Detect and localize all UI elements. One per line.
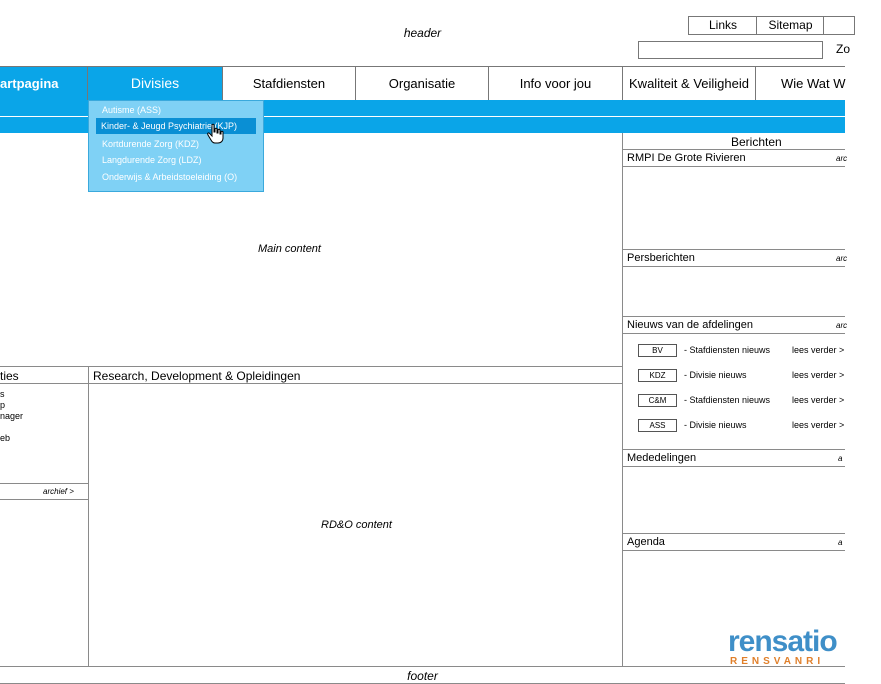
section-title: Mededelingen [627, 452, 697, 464]
list-item[interactable]: s [0, 389, 5, 399]
main-nav [0, 66, 845, 101]
divider [622, 166, 845, 167]
archief-link[interactable]: arc [836, 321, 848, 330]
left-panel-title: ties [0, 369, 19, 383]
read-more-link[interactable]: lees verder > [792, 345, 845, 355]
hand-cursor-icon [207, 124, 223, 144]
divider [0, 483, 88, 484]
section-title: RMPI De Grote Rivieren [627, 152, 746, 164]
nav-organisatie[interactable] [356, 67, 489, 100]
nav-label: Organisatie [388, 76, 456, 91]
divider [622, 466, 845, 467]
dropdown-item-kortdurende-zorg[interactable]: Kortdurende Zorg (KDZ) [102, 139, 200, 149]
nav-label: Wie Wat W [781, 76, 846, 91]
news-text: - Divisie nieuws [684, 420, 747, 430]
divider [622, 533, 845, 534]
nav-label: artpagina [0, 76, 59, 91]
nav-label: Divisies [130, 75, 180, 91]
read-more-link[interactable]: lees verder > [792, 370, 845, 380]
left-panel-list [0, 389, 23, 444]
dropdown-item-onderwijs[interactable]: Onderwijs & Arbeidstoeleiding (O) [102, 172, 238, 182]
nav-label: Info voor jou [519, 76, 592, 91]
rdo-content-placeholder: RD&O content [321, 519, 392, 531]
sitemap-button[interactable]: Sitemap [756, 16, 825, 35]
search-label: Zo [836, 42, 851, 56]
divider [0, 366, 622, 367]
dropdown-item-label: Kinder- & Jeugd Psychiatrie (KJP) [101, 121, 238, 131]
berichten-title: Berichten [731, 135, 782, 149]
read-more-link[interactable]: lees verder > [792, 395, 845, 405]
archief-link[interactable]: arc [836, 154, 848, 163]
news-badge: ASS [638, 419, 677, 432]
divider [622, 333, 845, 334]
divider [622, 449, 845, 450]
search-input[interactable] [638, 41, 823, 59]
nav-info-voor-jou[interactable] [489, 67, 623, 100]
archief-link[interactable]: a [838, 538, 843, 547]
column-divider [622, 133, 623, 666]
main-content-placeholder: Main content [258, 243, 321, 255]
divider [0, 383, 622, 384]
archief-link[interactable]: archief > [43, 487, 74, 496]
nav-label: Kwaliteit & Veiligheid [629, 76, 749, 91]
rdo-title: Research, Development & Opleidingen [93, 369, 301, 383]
column-divider [88, 366, 89, 666]
archief-link[interactable]: arc [836, 254, 848, 263]
brand-logo-subtitle: RENSVANRI [730, 656, 825, 667]
divider [622, 249, 845, 250]
divider [622, 316, 845, 317]
nav-kwaliteit-veiligheid[interactable] [623, 67, 756, 100]
nav-wie-wat-waar[interactable] [756, 67, 881, 100]
news-badge: KDZ [638, 369, 677, 382]
section-title: Nieuws van de afdelingen [627, 319, 753, 331]
nav-label: Stafdiensten [252, 76, 326, 91]
footer-placeholder: footer [407, 669, 438, 683]
dropdown-item-langdurende-zorg[interactable]: Langdurende Zorg (LDZ) [102, 155, 202, 165]
section-title: Agenda [627, 536, 665, 548]
divider [622, 266, 845, 267]
nav-stafdiensten[interactable] [223, 67, 356, 100]
dropdown-item-kinder-jeugd-psychiatrie[interactable] [96, 118, 256, 134]
list-item[interactable] [0, 422, 23, 433]
toplink-extra-button[interactable] [823, 16, 855, 35]
links-button[interactable]: Links [688, 16, 758, 35]
divider [622, 550, 845, 551]
divider [0, 499, 88, 500]
divider [622, 149, 845, 150]
brand-logo: rensatio [728, 625, 837, 658]
list-item[interactable]: nager [0, 411, 24, 421]
header-placeholder: header [403, 26, 442, 40]
dropdown-item-autisme[interactable]: Autisme (ASS) [102, 105, 162, 115]
news-badge: C&M [638, 394, 677, 407]
divider [0, 666, 845, 667]
news-text: - Divisie nieuws [684, 370, 747, 380]
news-text: - Stafdiensten nieuws [684, 345, 771, 355]
read-more-link[interactable]: lees verder > [792, 420, 845, 430]
news-badge: BV [638, 344, 677, 357]
list-item[interactable]: p [0, 400, 6, 410]
divisies-dropdown-menu [88, 100, 264, 192]
nav-startpagina[interactable] [0, 67, 88, 100]
archief-link[interactable]: a [838, 454, 843, 463]
section-title: Persberichten [627, 252, 695, 264]
news-text: - Stafdiensten nieuws [684, 395, 771, 405]
list-item[interactable]: eb [0, 433, 11, 443]
nav-divisies[interactable] [88, 67, 223, 100]
